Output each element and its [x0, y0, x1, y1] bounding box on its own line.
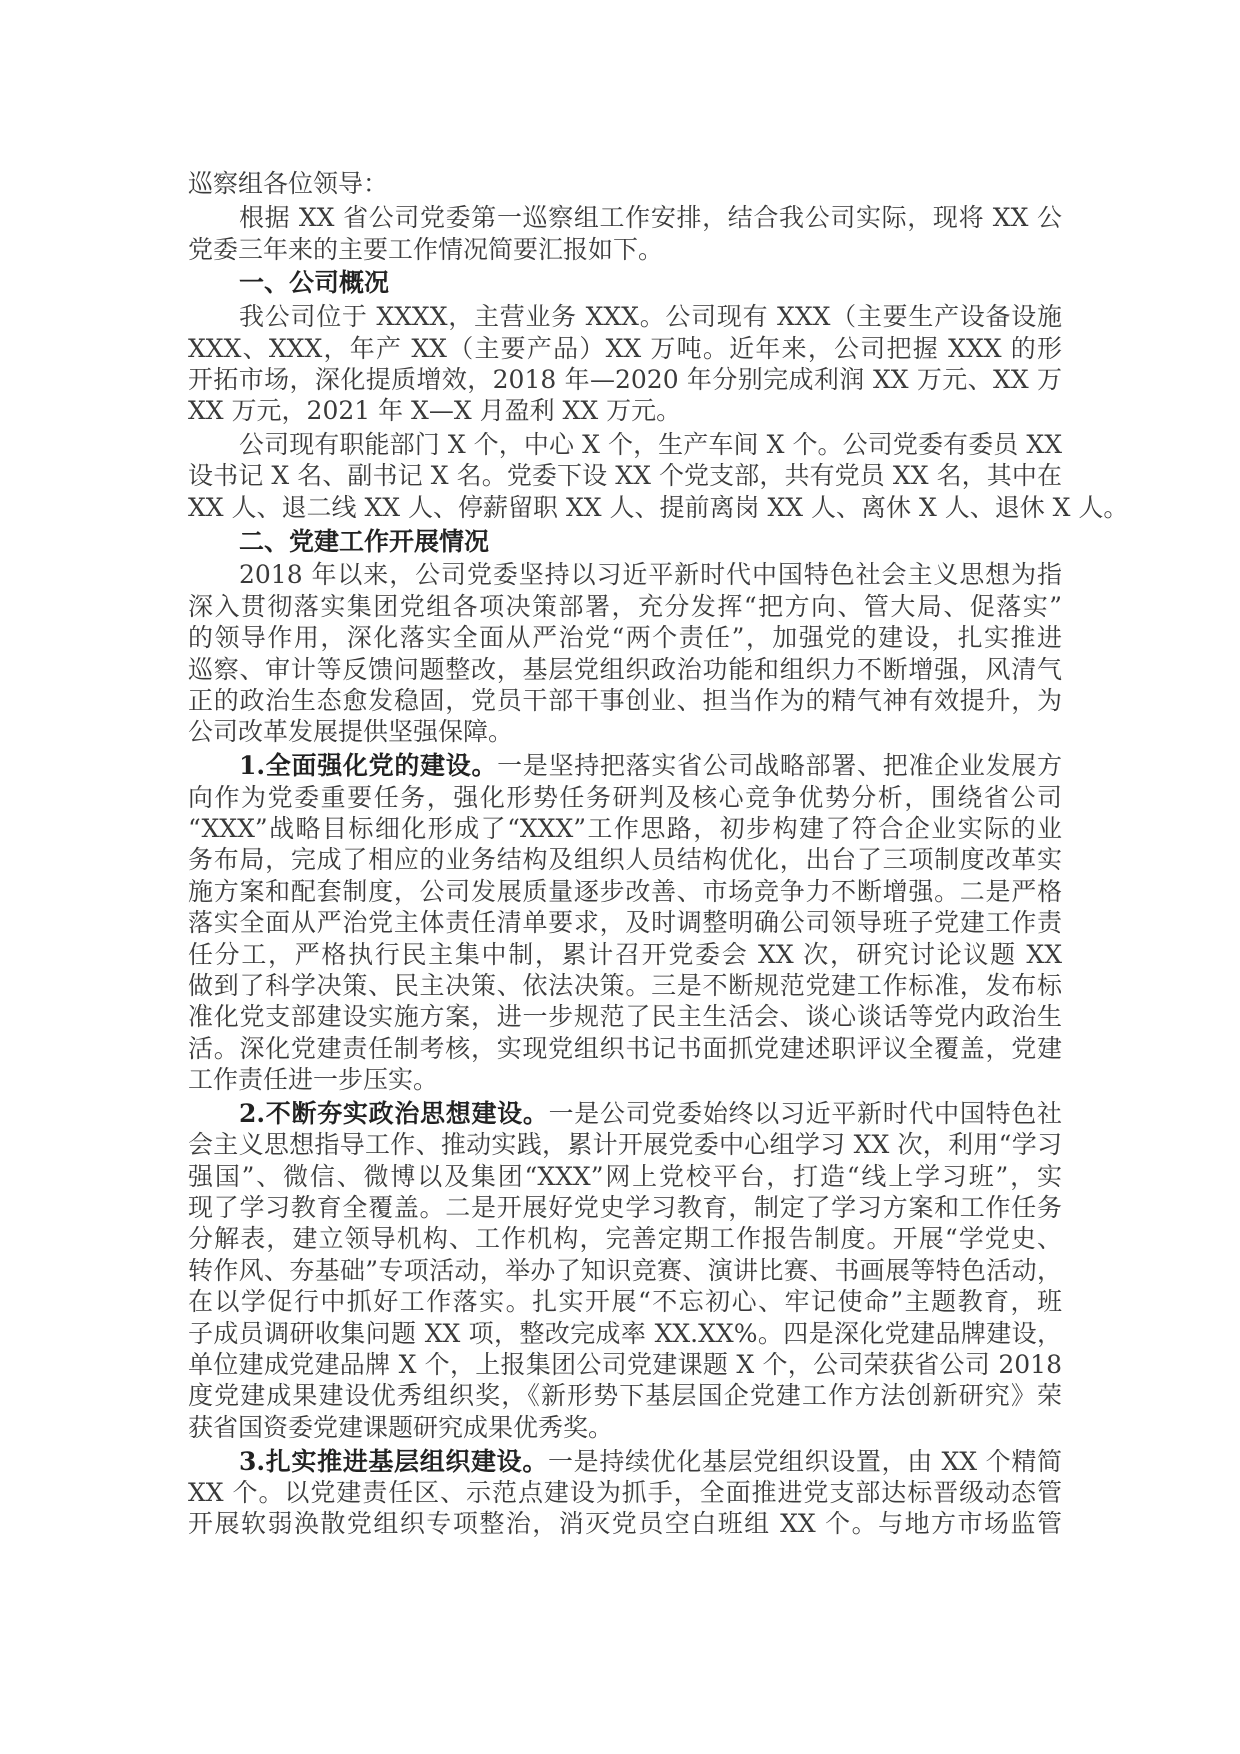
text-line	[188, 1286, 1062, 1317]
text-line	[188, 333, 1062, 364]
text-line	[188, 844, 1062, 875]
text-line	[188, 1318, 1062, 1349]
item-lead-title: 2.不断夯实政治思想建设。	[239, 1098, 549, 1128]
salutation	[188, 168, 1062, 199]
text-line	[188, 750, 1062, 781]
text-line	[188, 168, 1062, 199]
line-text: XX 万元，2021 年 X—X 月盈利 XX 万元。	[188, 396, 682, 426]
line-text: 的领导作用，深化落实全面从严治党“两个责任”，加强党的建设，扎实推进	[188, 623, 1062, 653]
line-text: 工作责任进一步压实。	[188, 1065, 439, 1095]
line-text: 党委三年来的主要工作情况简要汇报如下。	[188, 234, 664, 264]
line-text: 在以学促行中抓好工作落实。扎实开展“不忘初心、牢记使命”主题教育，班	[188, 1287, 1062, 1317]
line-text: 转作风、夯基础”专项活动，举办了知识竞赛、演讲比赛、书画展等特色活动，	[188, 1255, 1062, 1285]
line-text: 会主义思想指导工作、推动实践，累计开展党委中心组学习 XX 次，利用“学习	[188, 1130, 1062, 1160]
text-line	[188, 622, 1062, 653]
line-text: 巡察、审计等反馈问题整改，基层党组织政治功能和组织力不断增强，风清气	[188, 654, 1062, 684]
document-page	[188, 166, 1129, 1540]
text-line	[188, 429, 1062, 460]
body-paragraph	[188, 202, 1062, 265]
text-line	[188, 685, 1062, 716]
text-line	[188, 1033, 1062, 1064]
line-text: XX 个。以党建责任区、示范点建设为抓手，全面推进党支部达标晋级动态管	[188, 1477, 1062, 1507]
text-line	[188, 1412, 1062, 1443]
text-line	[188, 591, 1062, 622]
text-line	[188, 1446, 1062, 1477]
text-line	[188, 1508, 1062, 1539]
line-text: 公司现有职能部门 X 个，中心 X 个，生产车间 X 个。公司党委有委员 XX	[239, 430, 1062, 460]
line-text: 一是公司党委始终以习近平新时代中国特色社	[548, 1098, 1062, 1128]
text-line	[188, 234, 1062, 265]
text-line	[188, 1129, 1062, 1160]
line-text: 度党建成果建设优秀组织奖，《新形势下基层国企党建工作方法创新研究》荣	[188, 1381, 1062, 1411]
line-text: 单位建成党建品牌 X 个，上报集团公司党建课题 X 个，公司荣获省公司 2018	[188, 1349, 1062, 1379]
line-text: 巡察组各位领导：	[188, 169, 389, 199]
line-text: 正的政治生态愈发稳固，党员干部干事创业、担当作为的精气神有效提升，为	[188, 685, 1062, 715]
line-text: 2018 年以来，公司党委坚持以习近平新时代中国特色社会主义思想为指	[239, 560, 1062, 590]
text-line	[188, 1001, 1062, 1032]
line-text: 公司改革发展提供坚强保障。	[188, 717, 514, 747]
text-line	[188, 460, 1062, 491]
text-line	[188, 492, 1129, 523]
text-line	[188, 364, 1062, 395]
numbered-paragraph	[188, 1446, 1062, 1540]
line-text: 我公司位于 XXXX，主营业务 XXX。公司现有 XXX（主要生产设备设施	[239, 302, 1062, 332]
line-text: 落实全面从严治党主体责任清单要求，及时调整明确公司领导班子党建工作责	[188, 908, 1062, 938]
line-text: XX 人、退二线 XX 人、停薪留职 XX 人、提前离岗 XX 人、离休 X 人、退休 X 人。	[188, 492, 1129, 522]
text-line	[188, 813, 1062, 844]
line-text: 开拓市场，深化提质增效，2018 年—2020 年分别完成利润 XX 万元、XX 万	[188, 364, 1062, 394]
text-line	[188, 1098, 1062, 1129]
line-text: 开展软弱涣散党组织专项整治，消灭党员空白班组 XX 个。与地方市场监管	[188, 1509, 1062, 1539]
text-line	[188, 1477, 1062, 1508]
line-text: 一是坚持把落实省公司战略部署、把准企业发展方	[497, 751, 1062, 781]
line-text: 子成员调研收集问题 XX 项，整改完成率 XX.XX%。四是深化党建品牌建设，	[188, 1318, 1062, 1348]
line-text: 任分工，严格执行民主集中制，累计召开党委会 XX 次，研究讨论议题 XX	[188, 939, 1062, 969]
line-text: 准化党支部建设实施方案，进一步规范了民主生活会、谈心谈话等党内政治生	[188, 1002, 1062, 1032]
numbered-paragraph	[188, 750, 1062, 1095]
text-line	[188, 395, 1062, 426]
line-text: 获省国资委党建课题研究成果优秀奖。	[188, 1412, 614, 1442]
line-text: 做到了科学决策、民主决策、依法决策。三是不断规范党建工作标准，发布标	[188, 970, 1062, 1000]
line-text: 向作为党委重要任务，强化形势任务研判及核心竞争优势分析，围绕省公司	[188, 782, 1062, 812]
line-text: “XXX”战略目标细化形成了“XXX”工作思路，初步构建了符合企业实际的业	[188, 813, 1062, 843]
line-text: 二、党建工作开展情况	[239, 526, 490, 556]
numbered-paragraph	[188, 1098, 1062, 1443]
body-paragraph	[188, 301, 1062, 427]
text-line	[188, 876, 1062, 907]
text-line	[188, 716, 1062, 747]
body-paragraph	[188, 559, 1062, 747]
text-line	[188, 1064, 1062, 1095]
text-line	[188, 1223, 1062, 1254]
line-text: 施方案和配套制度，公司发展质量逐步改善、市场竞争力不断增强。二是严格	[188, 876, 1062, 906]
line-text: 分解表，建立领导机构、工作机构，完善定期工作报告制度。开展“学党史、	[188, 1224, 1062, 1254]
text-line	[188, 301, 1062, 332]
text-line	[188, 782, 1062, 813]
text-line	[188, 1349, 1062, 1380]
item-lead-title: 1.全面强化党的建设。	[239, 751, 498, 781]
item-lead-title: 3.扎实推进基层组织建设。	[239, 1446, 548, 1476]
line-text: 强国”、微信、微博以及集团“XXX”网上党校平台，打造“线上学习班”，实	[188, 1161, 1062, 1191]
text-line	[188, 907, 1062, 938]
text-line	[188, 654, 1062, 685]
text-line	[188, 202, 1062, 233]
text-line	[188, 1380, 1062, 1411]
section-heading	[188, 267, 1062, 298]
line-text: 根据 XX 省公司党委第一巡察组工作安排，结合我公司实际，现将 XX 公	[239, 203, 1062, 233]
text-line	[188, 1192, 1062, 1223]
text-line	[188, 1161, 1062, 1192]
line-text: 设书记 X 名、副书记 X 名。党委下设 XX 个党支部，共有党员 XX 名，其中在	[188, 461, 1062, 491]
text-line	[188, 559, 1062, 590]
line-text: 活。深化党建责任制考核，实现党组织书记书面抓党建述职评议全覆盖，党建	[188, 1033, 1062, 1063]
line-text: 一、公司概况	[239, 268, 390, 298]
line-text: 现了学习教育全覆盖。二是开展好党史学习教育，制定了学习方案和工作任务	[188, 1193, 1062, 1223]
text-line	[188, 939, 1062, 970]
text-line	[188, 1255, 1062, 1286]
text-line	[188, 970, 1062, 1001]
text-line	[188, 267, 1062, 298]
line-text: XXX、XXX，年产 XX（主要产品）XX 万吨。近年来，公司把握 XXX 的形	[188, 333, 1062, 363]
section-heading	[188, 526, 1062, 557]
text-line	[188, 526, 1062, 557]
line-text: 一是持续优化基层党组织设置，由 XX 个精简	[548, 1446, 1062, 1476]
line-text: 深入贯彻落实集团党组各项决策部署，充分发挥“把方向、管大局、促落实”	[188, 591, 1062, 621]
line-text: 务布局，完成了相应的业务结构及组织人员结构优化，出台了三项制度改革实	[188, 845, 1062, 875]
body-paragraph	[188, 429, 1129, 523]
